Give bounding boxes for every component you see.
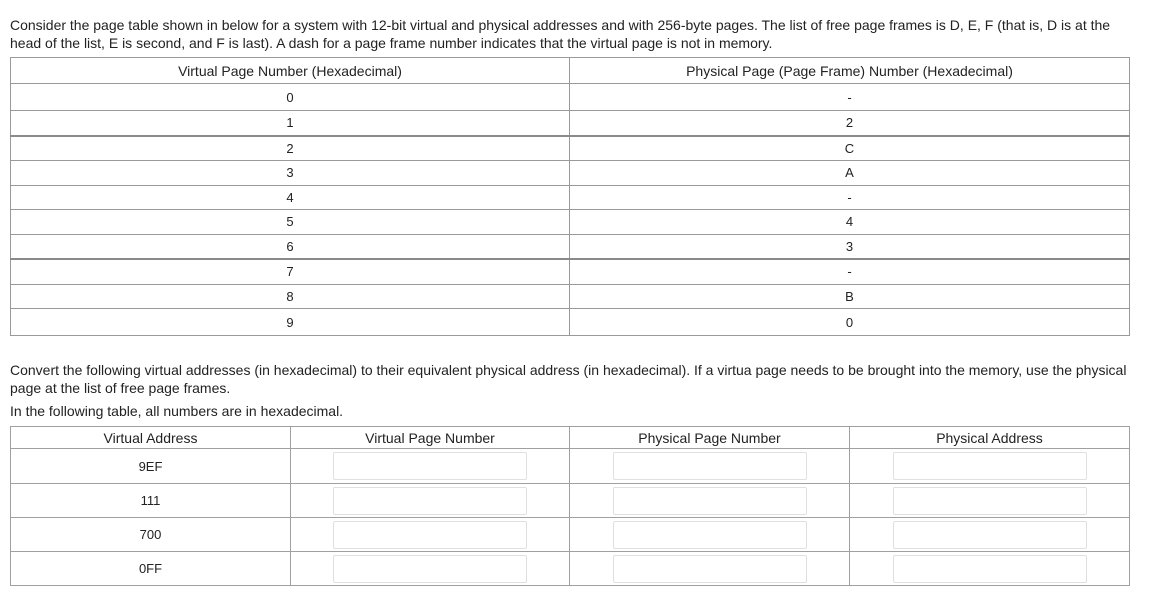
pa-answer-cell	[850, 484, 1130, 518]
table-row	[11, 210, 1130, 235]
virtual-address-cell: 111	[11, 484, 291, 518]
table-row	[11, 518, 1130, 552]
vpn-cell: 4	[11, 185, 570, 210]
table-row	[11, 185, 1130, 210]
vpn-answer-cell	[291, 552, 570, 586]
ppn-answer-cell	[570, 484, 850, 518]
table-row	[11, 234, 1130, 259]
table-row	[11, 552, 1130, 586]
convert-instructions: Convert the following virtual addresses (in hexadecimal) to their equivalent physical address (in hexadecimal). If a virtua page needs to be brought into the memory, use the physical page at the list of free page frames.	[10, 362, 1127, 396]
vpn-cell: 9	[11, 309, 570, 336]
vpn-answer-cell	[291, 449, 570, 484]
table-row	[11, 309, 1130, 336]
pa-column-header: Physical Address	[850, 427, 1130, 449]
vpn-answer-input[interactable]	[333, 452, 527, 480]
table-row	[11, 136, 1130, 161]
pa-answer-input[interactable]	[893, 452, 1087, 480]
pa-answer-cell	[850, 518, 1130, 552]
vpn-column-header: Virtual Page Number	[291, 427, 570, 449]
page-table	[10, 57, 1130, 336]
vpn-cell: 8	[11, 284, 570, 309]
ppn-cell: 2	[570, 111, 1130, 136]
vpn-cell: 6	[11, 234, 570, 259]
table-row	[11, 111, 1130, 136]
ppn-answer-cell	[570, 518, 850, 552]
ppn-cell: -	[570, 185, 1130, 210]
ppn-cell: 4	[570, 210, 1130, 235]
virtual-address-cell: 0FF	[11, 552, 291, 586]
table-row	[11, 259, 1130, 284]
page-table-header	[11, 58, 1130, 84]
table-row	[11, 84, 1130, 111]
hex-note: In the following table, all numbers are in hexadecimal.	[10, 403, 344, 419]
ppn-cell: A	[570, 161, 1130, 186]
vpn-cell: 7	[11, 259, 570, 284]
ppn-answer-input[interactable]	[613, 555, 807, 583]
answer-table-header	[11, 427, 1130, 449]
vpn-column-header: Virtual Page Number (Hexadecimal)	[11, 58, 570, 84]
ppn-cell: B	[570, 284, 1130, 309]
pa-answer-cell	[850, 552, 1130, 586]
ppn-column-header: Physical Page (Page Frame) Number (Hexadecimal)	[570, 58, 1130, 84]
table-row	[11, 484, 1130, 518]
vpn-cell: 1	[11, 111, 570, 136]
ppn-answer-cell	[570, 552, 850, 586]
ppn-cell: -	[570, 84, 1130, 111]
vpn-cell: 5	[11, 210, 570, 235]
answer-table	[10, 426, 1130, 586]
question-container	[10, 16, 1130, 576]
va-column-header: Virtual Address	[11, 427, 291, 449]
question-intro: Consider the page table shown in below for a system with 12-bit virtual and physical addresses and with 256-byte pages. The list of free page frames is D, E, F (that is, D is at the head of the list, E is second, and F is last). A dash for a page frame number indicates that the virtual page is not in memory.	[10, 17, 1111, 51]
pa-answer-input[interactable]	[893, 521, 1087, 549]
pa-answer-input[interactable]	[893, 487, 1087, 515]
pa-answer-input[interactable]	[893, 555, 1087, 583]
ppn-cell: -	[570, 259, 1130, 284]
table-row	[11, 161, 1130, 186]
ppn-cell: 3	[570, 234, 1130, 259]
ppn-answer-input[interactable]	[613, 521, 807, 549]
vpn-answer-cell	[291, 518, 570, 552]
table-row	[11, 284, 1130, 309]
table-row	[11, 449, 1130, 484]
vpn-answer-cell	[291, 484, 570, 518]
virtual-address-cell: 9EF	[11, 449, 291, 484]
vpn-cell: 0	[11, 84, 570, 111]
vpn-answer-input[interactable]	[333, 555, 527, 583]
vpn-cell: 2	[11, 136, 570, 161]
ppn-answer-cell	[570, 449, 850, 484]
vpn-cell: 3	[11, 161, 570, 186]
ppn-answer-input[interactable]	[613, 487, 807, 515]
ppn-cell: 0	[570, 309, 1130, 336]
vpn-answer-input[interactable]	[333, 521, 527, 549]
ppn-answer-input[interactable]	[613, 452, 807, 480]
virtual-address-cell: 700	[11, 518, 291, 552]
ppn-column-header: Physical Page Number	[570, 427, 850, 449]
pa-answer-cell	[850, 449, 1130, 484]
ppn-cell: C	[570, 136, 1130, 161]
vpn-answer-input[interactable]	[333, 487, 527, 515]
